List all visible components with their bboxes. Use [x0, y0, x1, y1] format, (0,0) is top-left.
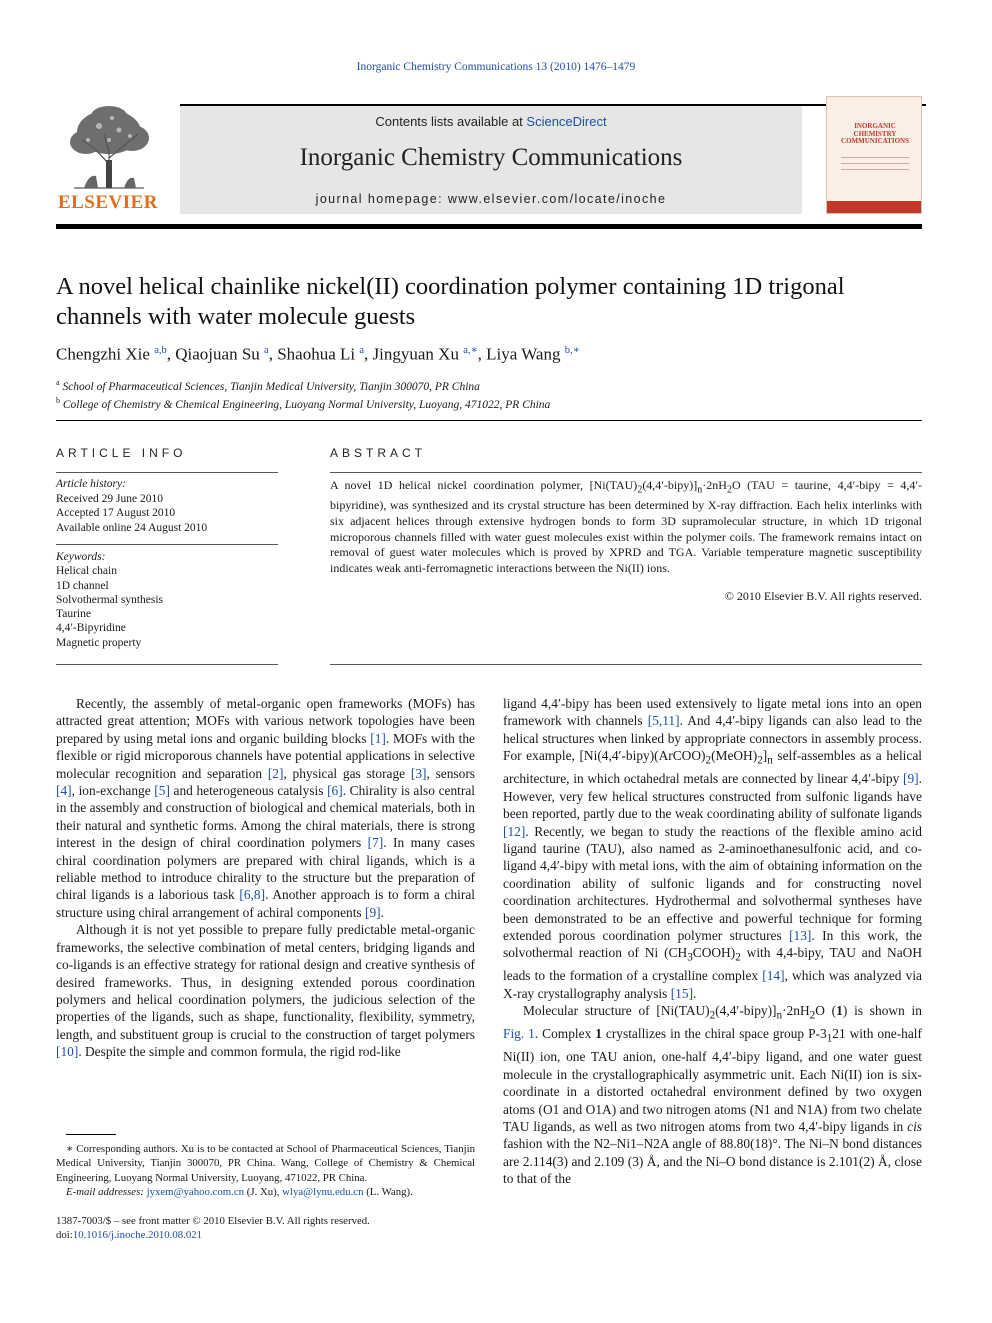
- abstract-heading: ABSTRACT: [330, 446, 427, 460]
- email-link[interactable]: wlya@lynu.edu.cn: [282, 1186, 364, 1199]
- issn-block: [56, 1214, 475, 1243]
- journal-homepage[interactable]: journal homepage: www.elsevier.com/locate/inoche: [315, 192, 667, 206]
- corresponding-author-note: ∗ Corresponding authors. Xu is to be contacted at School of Pharmaceutical Sciences, Tianjin Medical University, Tianjin 300070, PR China. Wang, College of Chemistry & Chemical Engineering, Luoyang Normal University, Luoyang, 471022, PR China.: [56, 1143, 475, 1184]
- masthead: [56, 94, 922, 222]
- author-affiliation-mark[interactable]: a: [359, 345, 365, 356]
- affiliation-mark: a: [56, 378, 60, 387]
- abstract-text: A novel 1D helical nickel coordination polymer, $[Ni(TAU)_2(4,4'-bipy)]_n\cdot 2nH_2O$ (TAU = taurine, 4,4′-bipy = 4,4′-bipyridine), was synthesized and its crystal structure has been determined by X-ray diffraction. Each helix interlinks with six adjacent helices through extensive hydrogen bonds to form 3D supramolecular structure, in which 1D trigonal microporous channels filled with water guest molecules exist within the polymer coils. The framework remains intact on removal of guest water molecules which is proved by XPRD and TGA. Variable temperature magnetic susceptibility indicates weak anti-ferromagnetic interactions between the Ni(II) ions.: [330, 478, 923, 575]
- article-title: A novel helical chainlike nickel(II) coordination polymer containing 1D trigonal channels with water molecule guests: [56, 273, 845, 330]
- journal-cover-thumbnail: [826, 96, 922, 214]
- affiliations: [56, 376, 922, 413]
- online-date: Available online 24 August 2010: [56, 521, 208, 534]
- author-name: Chengzhi Xie: [56, 344, 150, 364]
- info-rule: [56, 472, 278, 473]
- affiliation-text: College of Chemistry & Chemical Engineering, Luoyang Normal University, Luoyang, 471022, PR China: [62, 399, 551, 412]
- journal-banner: [180, 104, 802, 214]
- affiliation-a: [56, 376, 922, 394]
- cover-bar: [827, 201, 921, 213]
- author-affiliation-mark[interactable]: a,b: [154, 345, 167, 356]
- affiliation-text: School of Pharmaceutical Sciences, Tianjin Medical University, Tianjin 300070, PR China: [62, 380, 480, 393]
- keyword: 4,4′-Bipyridine: [56, 622, 126, 635]
- abstract-copyright: © 2010 Elsevier B.V. All rights reserved.: [724, 589, 922, 603]
- author-affiliation-mark[interactable]: b,∗: [564, 345, 580, 356]
- keyword: Solvothermal synthesis: [56, 593, 164, 606]
- affiliation-b: [56, 394, 922, 412]
- paragraph: Molecular structure of $[Ni(TAU)_2(4,4'-bipy)]_n\cdot 2nH_2O$ (1) is shown in Fig. 1. Complex 1 crystallizes in the chiral space group $P-3_121$ with one-half Ni(II) ion, one TAU anion, one-half 4,4′-bipy ligand, and one water guest molecule in the crystallographically asymmetric unit. Each Ni(II) ion is six-coordinate in a distorted octahedral environment defined by two oxygen atoms (O1 and O1A) and two nitrogen atoms (N1 and N1A) from two chelate TAU ligands, as well as two nitrogen atoms from two 4,4′-bipy ligands in cis fashion with the N2–Ni1–N2A angle of 88.80(18)°. The Ni–N bond distances are 2.114(3) and 2.109 (3) Å, and the Ni–O bond distance is 2.101(2) Å, close to that of the: [503, 1003, 922, 1187]
- journal-title: Inorganic Chemistry Communications: [299, 144, 683, 171]
- masthead-rule: [56, 224, 922, 229]
- info-rule: [56, 544, 278, 545]
- footnotes: [56, 1142, 475, 1200]
- publisher-logo: [56, 104, 160, 214]
- email-label: E-mail addresses:: [66, 1186, 144, 1199]
- info-rule: [56, 664, 278, 665]
- keyword: 1D channel: [56, 579, 109, 592]
- abstract-rule: [330, 472, 922, 473]
- history-label: Article history:: [56, 478, 126, 490]
- sciencedirect-link[interactable]: ScienceDirect: [526, 114, 607, 129]
- cover-line: [841, 163, 909, 164]
- keyword: Taurine: [56, 608, 91, 621]
- email-owner: (L. Wang).: [366, 1186, 413, 1199]
- cover-line: [841, 169, 909, 170]
- author-name: Jingyuan Xu: [372, 344, 459, 364]
- doi-label: doi:: [56, 1229, 73, 1242]
- abstract-rule: [330, 664, 922, 665]
- paragraph: ligand 4,4′-bipy has been used extensively to ligate metal ions into an open framework with channels [5,11]. And 4,4′-bipy ligands can also lead to the helical structures when linked by appropriate connectors in assembly process. For example, $[Ni(4,4'-bipy)(ArCOO)_2(MeOH)_2]_n$ self-assembles as a helical architecture, in which octahedral metals are connected by linear 4,4′-bipy [9]. However, very few helical structures constructed from sulfonic ligands have been reported, partly due to the weak coordinating ability of sulfonate ligands [12]. Recently, we began to study the reactions of the flexible amino acid ligand taurine (TAU), also named as 2-aminoethanesulfonic acid, and co-ligand 4,4′-bipy with metal ions, with the aim of obtaining information on the coordination ability of sulfonic ligands and for constructing novel coordination architectures. Hydrothermal and solvothermal syntheses have been demonstrated to be an effective and powerful technique for forming extended porous coordination polymer structures [13]. In this work, the solvothermal reaction of Ni $(CH_3COOH)_2$ with 4,4-bipy, TAU and NaOH leads to the formation of a crystalline complex [14], which was analyzed via X-ray crystallography analysis [15].: [503, 696, 923, 1001]
- contents-prefix: Contents lists available at: [375, 114, 527, 129]
- keywords-label: Keywords:: [56, 551, 106, 563]
- email-addresses: [56, 1185, 475, 1199]
- author-name: Shaohua Li: [277, 344, 356, 364]
- body-column-right: [503, 695, 922, 1188]
- issn-line: 1387-7003/$ – see front matter © 2010 Elsevier B.V. All rights reserved.: [56, 1215, 370, 1227]
- email-owner: (J. Xu),: [246, 1186, 280, 1199]
- publisher-name: ELSEVIER: [57, 192, 159, 213]
- article-history: [56, 477, 278, 535]
- paragraph: Recently, the assembly of metal-organic open frameworks (MOFs) has attracted great attention; MOFs with various network topologies have been prepared by using metal ions and organic building blocks [1]. MOFs with the flexible or rigid microporous channels have potential applications in selective molecular recognition and separation [2], physical gas storage [3], sensors [4], ion-exchange [5] and heterogeneous catalysis [6]. Chirality is also central in the assembly and construction of biological and chemical materials, both in their natural and synthetic forms. Among the chiral materials, there is strong interest in the design of chiral coordination polymers [7]. In many cases chiral coordination polymers are prepared with chiral ligands, which is a reliable method to introduce chirality to the structure but the preparation of chiral ligands is a laborious task [6,8]. Another approach is to form a chiral structure using chiral arrangement of achiral components [9].: [56, 696, 476, 920]
- journal-citation[interactable]: Inorganic Chemistry Communications 13 (2010) 1476–1479: [356, 61, 636, 73]
- affiliation-rule: [56, 420, 922, 421]
- accepted-date: Accepted 17 August 2010: [56, 507, 176, 520]
- paragraph: Although it is not yet possible to prepare fully predictable metal-organic frameworks, the selective combination of metal centers, bridging ligands and co-ligands is an effective strategy for rational design and creative synthesis of desired frameworks. Thus, in designing extended porous coordination polymers and helical coordination polymers, the judicious selection of the properties of the ligands, such as shape, functionality, flexibility, symmetry, length, and substituent group is crucial to the construction of target polymers [10]. Despite the simple and common formula, the rigid rod-like: [56, 922, 475, 1060]
- affiliation-mark: b: [56, 396, 60, 406]
- keywords: [56, 550, 278, 650]
- contents-line: [180, 114, 802, 129]
- author-list: Chengzhi Xie $^{a,b}$, Qiaojuan Su $^a$, Shaohua Li $^a$, Jingyuan Xu $^{a,∗}$, Liya Wang $^{b,∗}$: [56, 344, 580, 364]
- cover-line: [841, 157, 909, 158]
- footnote-rule: [66, 1134, 116, 1135]
- body-column-left: [56, 695, 475, 1061]
- keyword: Helical chain: [56, 565, 117, 578]
- received-date: Received 29 June 2010: [56, 492, 163, 505]
- elsevier-tree-icon: [64, 104, 154, 190]
- author-name: Qiaojuan Su: [175, 344, 260, 364]
- keyword: Magnetic property: [56, 636, 142, 649]
- doi-link[interactable]: 10.1016/j.inoche.2010.08.021: [72, 1229, 203, 1242]
- email-link[interactable]: jyxem@yahoo.com.cn: [146, 1186, 245, 1199]
- masthead-top-rule: [180, 104, 926, 106]
- article-info-heading: ARTICLE INFO: [56, 446, 187, 460]
- author-name: Liya Wang: [486, 344, 561, 364]
- author-affiliation-mark[interactable]: a: [264, 345, 269, 356]
- author-affiliation-mark[interactable]: a,∗: [463, 345, 478, 356]
- doi-line: [56, 1228, 475, 1242]
- cover-title: INORGANIC CHEMISTRY COMMUNICATIONS: [841, 122, 909, 145]
